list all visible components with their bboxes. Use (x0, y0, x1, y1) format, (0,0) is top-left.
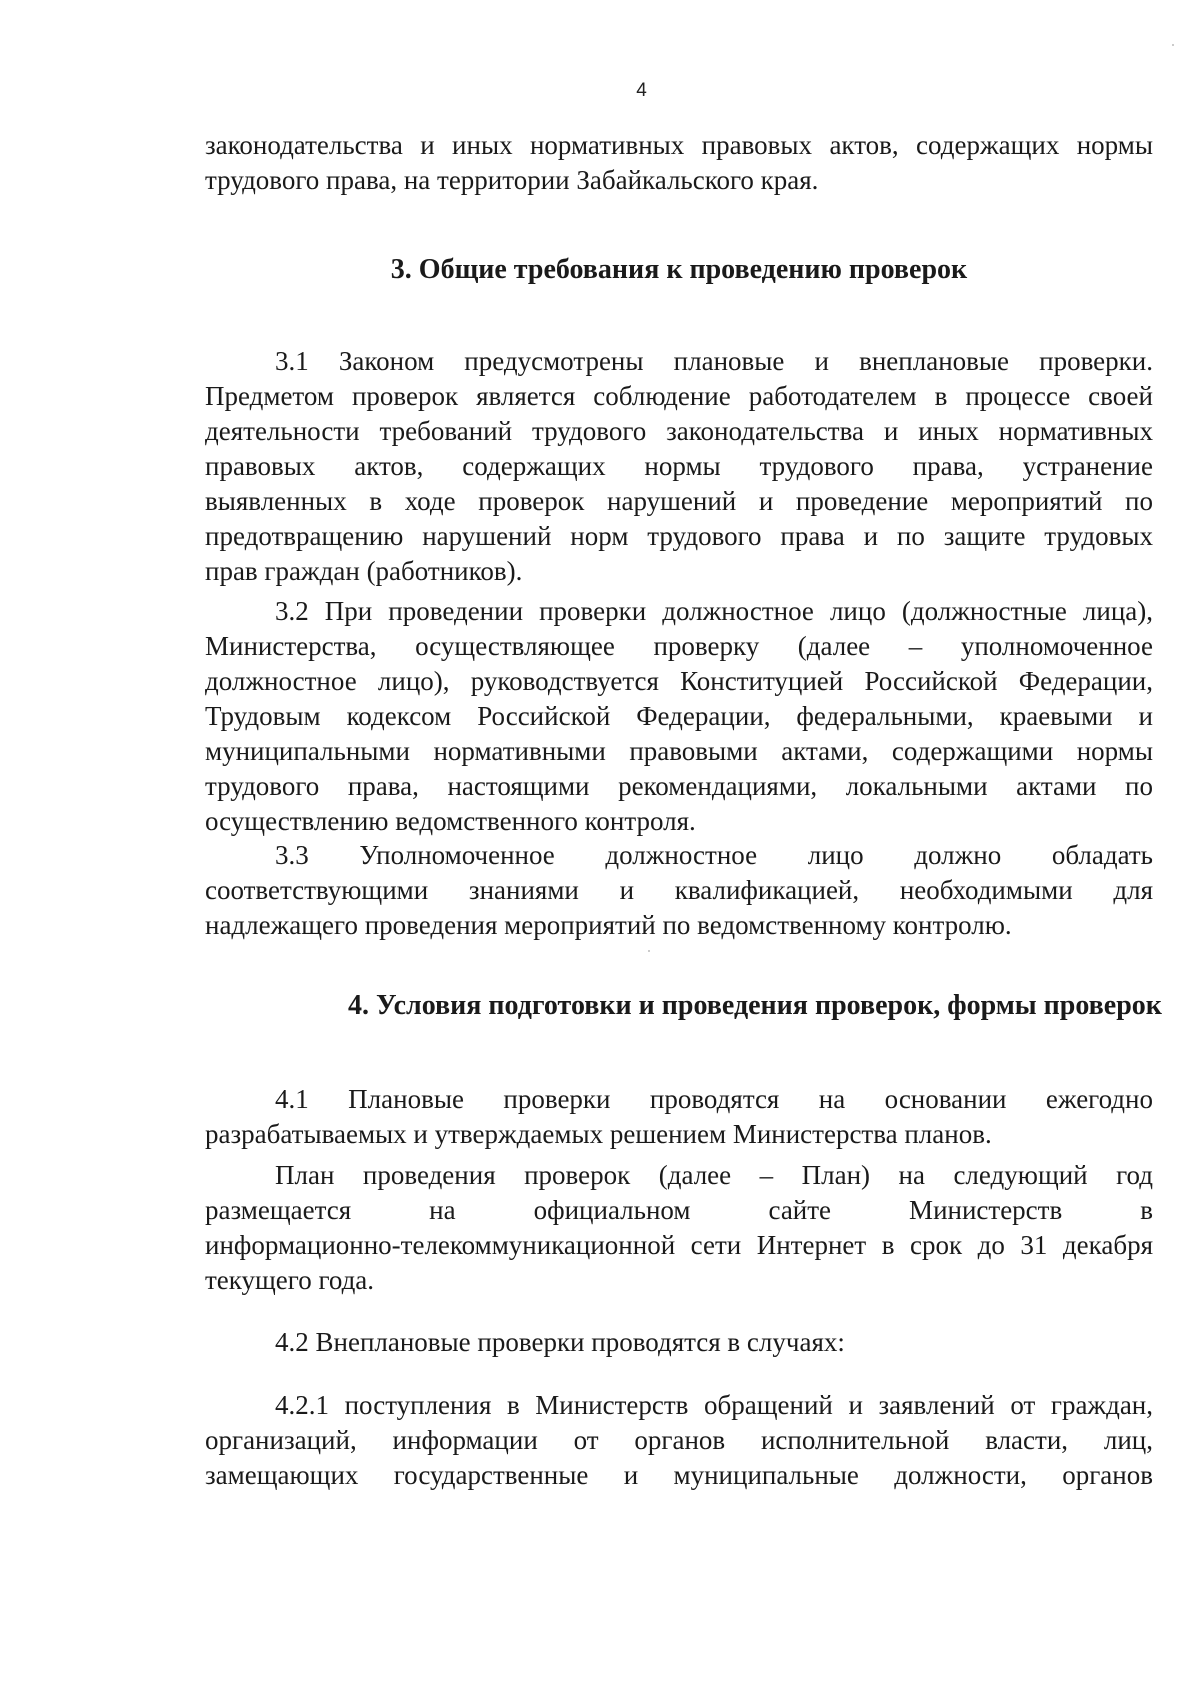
text-line: осуществлению ведомственного контроля. (205, 806, 696, 836)
paragraph-4-2 (205, 1325, 1153, 1360)
paragraph-plan (205, 1158, 1153, 1298)
text-line: информационно-телекоммуникационной сети Интернет в срок до 31 декабря (205, 1230, 1153, 1260)
text-line: законодательства и иных нормативных правовых актов, содержащих нормы (205, 130, 1153, 160)
text-line: размещается на официальном сайте Министерств в (205, 1195, 1153, 1225)
text-line: 4.1 Плановые проверки проводятся на основании ежегодно (275, 1084, 1153, 1114)
text-line: 4.2 Внеплановые проверки проводятся в случаях: (275, 1327, 845, 1357)
text-line: соответствующими знаниями и квалификацией, необходимыми для (205, 875, 1153, 905)
section-3-heading: 3. Общие требования к проведению проверок (390, 254, 968, 285)
text-line: правовых актов, содержащих нормы трудового права, устранение (205, 451, 1153, 481)
intro-paragraph (205, 128, 1153, 198)
text-line: 4.2.1 поступления в Министерств обращений и заявлений от граждан, (275, 1390, 1153, 1420)
text-line: деятельности требований трудового законодательства и иных нормативных (205, 416, 1153, 446)
text-line: муниципальными нормативными правовыми актами, содержащими нормы (205, 736, 1153, 766)
text-line: выявленных в ходе проверок нарушений и проведение мероприятий по (205, 486, 1153, 516)
paragraph-4-2-1 (205, 1388, 1153, 1493)
scan-speck (1172, 44, 1174, 46)
text-line: разрабатываемых и утверждаемых решением Министерства планов. (205, 1119, 992, 1149)
text-line: Предметом проверок является соблюдение работодателем в процессе своей (205, 381, 1153, 411)
text-line: Трудовым кодексом Российской Федерации, федеральными, краевыми и (205, 701, 1153, 731)
text-line: замещающих государственные и муниципальные должности, органов (205, 1460, 1153, 1490)
text-line: предотвращению нарушений норм трудового права и по защите трудовых (205, 521, 1153, 551)
scan-speck (648, 950, 650, 952)
text-line: Министерства, осуществляющее проверку (далее – уполномоченное (205, 631, 1153, 661)
paragraph-4-1 (205, 1082, 1153, 1152)
paragraph-3-2 (205, 594, 1153, 839)
text-line: 3.3 Уполномоченное должностное лицо должно обладать (275, 840, 1153, 870)
text-line: План проведения проверок (далее – План) на следующий год (275, 1160, 1153, 1190)
paragraph-3-3 (205, 838, 1153, 943)
paragraph-3-1 (205, 344, 1153, 589)
text-line: текущего года. (205, 1265, 375, 1295)
text-line: 3.2 При проведении проверки должностное лицо (должностные лица), (275, 596, 1153, 626)
text-line: организаций, информации от органов исполнительной власти, лиц, (205, 1425, 1153, 1455)
text-line: 3.1 Законом предусмотрены плановые и внеплановые проверки. (275, 346, 1153, 376)
text-line: трудового права, на территории Забайкальского края. (205, 165, 819, 195)
text-line: трудового права, настоящими рекомендациями, локальными актами по (205, 771, 1153, 801)
page-number: 4 (636, 80, 647, 101)
section-4-heading: 4. Условия подготовки и проведения проверок, формы проверок (348, 990, 1162, 1021)
text-line: должностное лицо), руководствуется Конституцией Российской Федерации, (205, 666, 1153, 696)
text-line: прав граждан (работников). (205, 556, 523, 586)
text-line: надлежащего проведения мероприятий по ведомственному контролю. (205, 910, 1012, 940)
